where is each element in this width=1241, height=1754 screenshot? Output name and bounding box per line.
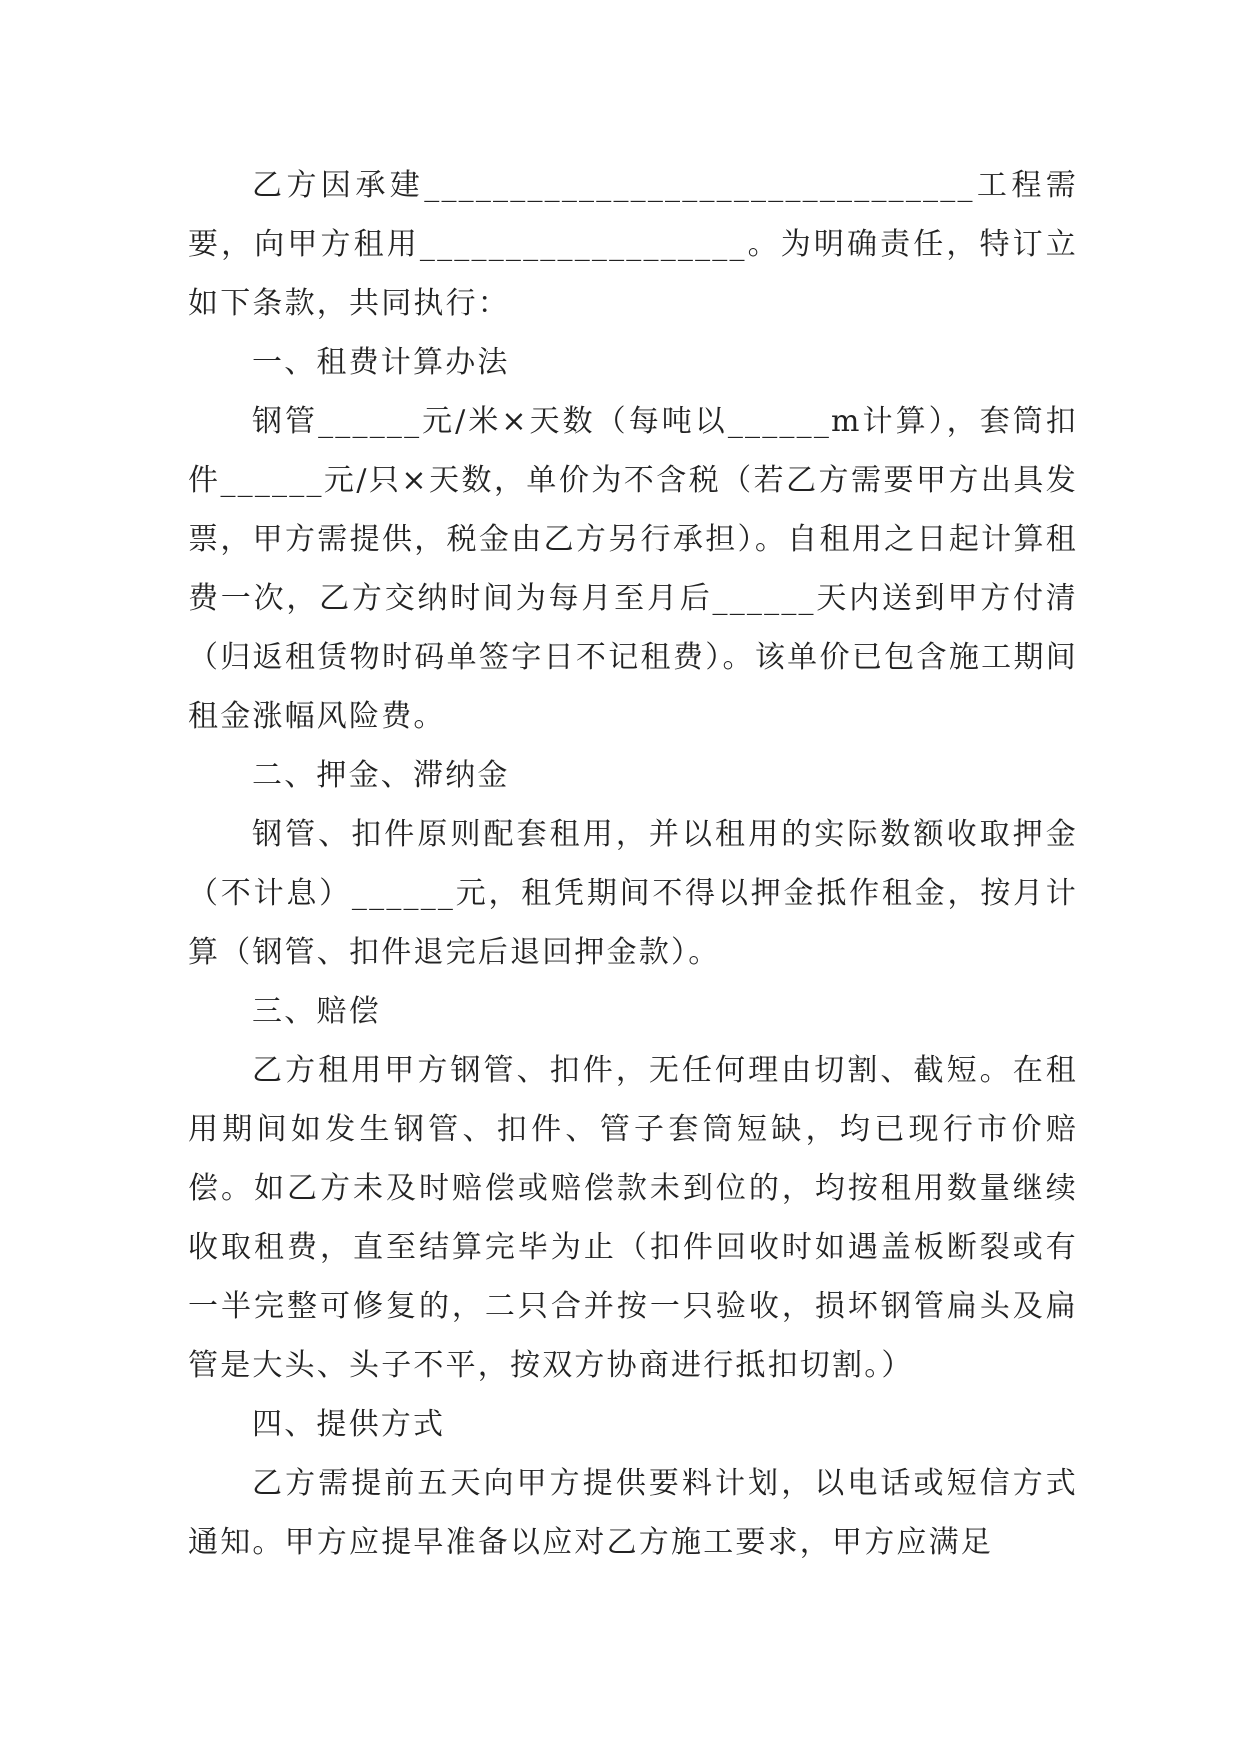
paragraph-deposit: 钢管、扣件原则配套租用，并以租用的实际数额收取押金（不计息）______元，租凭期间不得以押金抵作租金，按月计算（钢管、扣件退完后退回押金款）。	[188, 817, 1078, 970]
section-heading-supply-method: 四、提供方式	[252, 1407, 446, 1442]
paragraph-compensation: 乙方租用甲方钢管、扣件，无任何理由切割、截短。在租用期间如发生钢管、扣件、管子套筒短缺，均已现行市价赔偿。如乙方未及时赔偿或赔偿款未到位的，均按租用数量继续收取租费，直至结算完毕为止（扣件回收时如遇盖板断裂或有一半完整可修复的，二只合并按一只验收，损坏钢管扁头及扁管是大头、头子不平，按双方协商进行抵扣切割。）	[188, 1053, 1078, 1383]
paragraph-intro: 乙方因承建________________________________工程需要，向甲方租用___________________。为明确责任，特订立如下条款，共同执行：	[188, 168, 1078, 321]
paragraph-rent-calculation: 钢管______元/米×天数（每吨以______m计算），套筒扣件______元/只×天数，单价为不含税（若乙方需要甲方出具发票，甲方需提供，税金由乙方另行承担）。自租用之日起计算租费一次，乙方交纳时间为每月至月后______天内送到甲方付清（归返租赁物时码单签字日不记租费）。该单价已包含施工期间租金涨幅风险费。	[188, 404, 1078, 734]
section-heading-rent-calculation: 一、租费计算办法	[252, 345, 510, 380]
section-heading-deposit: 二、押金、滞纳金	[252, 758, 510, 793]
paragraph-supply-method: 乙方需提前五天向甲方提供要料计划，以电话或短信方式通知。甲方应提早准备以应对乙方施工要求，甲方应满足	[188, 1466, 1078, 1560]
document-body	[188, 156, 1078, 1572]
section-heading-compensation: 三、赔偿	[252, 994, 381, 1029]
